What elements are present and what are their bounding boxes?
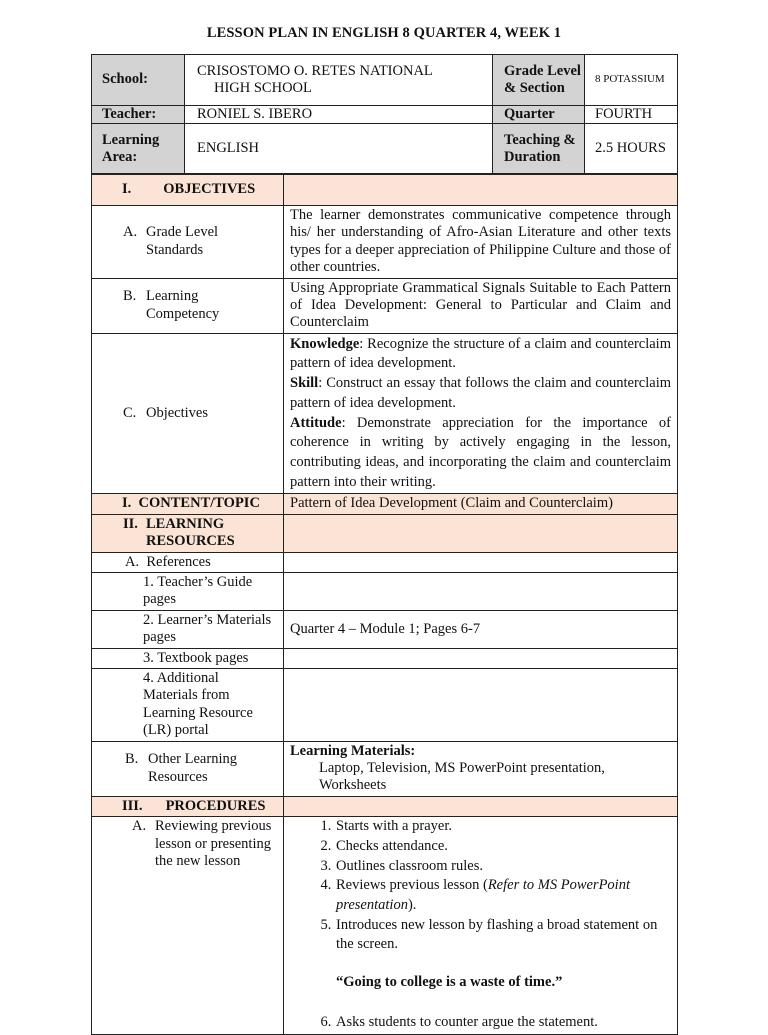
duration-label: Teaching & Duration [493,124,585,174]
teachers-guide-blank [284,573,678,611]
quarter-value: FOURTH [585,106,678,124]
content-value: Pattern of Idea Development (Claim and Counterclaim) [284,494,678,514]
skill-text: : Construct an essay that follows the claim and counterclaim pattern of idea development. [290,375,671,411]
grade-standards-text: The learner demonstrates communicative competence through his/ her understanding of Afro-Asian Literature and other texts types for a deeper appreciation of Philippine Culture and those of other countries. [284,206,678,279]
other-resources-mark: B. [125,751,139,768]
learners-materials-row [92,610,678,648]
attitude-text: : Demonstrate appreciation for the importance of coherence in writing by actively engaging in the lesson, contributing ideas, and incorporating the claim and counterclaim pattern into their writing. [290,414,671,490]
resources-heading-blank [284,514,678,552]
references-label-text: References [146,553,211,570]
procedure-steps [284,817,678,1034]
references-mark: A. [125,553,140,570]
resources-heading [92,514,284,552]
step-4-italic: Refer to MS PowerPoint presentation [336,877,630,913]
step-1: 1. Starts with a prayer. [335,817,671,837]
objectives-heading-text: OBJECTIVES [163,181,256,198]
procedures-heading-blank [284,796,678,816]
competency-label [92,278,284,333]
step-5-text: 5. Introduces new lesson by flashing a broad statement on the screen. [336,916,658,953]
document-title: LESSON PLAN IN ENGLISH 8 QUARTER 4, WEEK 1 [206,25,562,41]
objectives-heading-row [92,175,678,206]
learners-materials-label: 2. Learner’s Materials pages [92,610,284,648]
objectives-heading-blank [284,175,678,206]
step-2: 2. Checks attendance. [335,837,671,857]
school-label: School: [92,55,185,106]
header-info-table [91,54,678,174]
additional-materials-label: 4. Additional Materials from Learning Resource (LR) portal [92,669,284,742]
knowledge-label: Knowledge [290,335,360,352]
learners-materials-value: Quarter 4 – Module 1; Pages 6-7 [284,610,678,648]
skill-label: Skill [290,375,319,392]
procedures-label-text: PROCEDURES [165,797,266,814]
content-row [92,494,678,514]
learning-materials-heading: Learning Materials: [290,742,416,759]
learning-materials-text: Laptop, Television, MS PowerPoint presentation, Worksheets [319,759,605,794]
objectives-label [92,333,284,494]
attitude-objective [290,414,671,493]
competency-label-text: Learning Competency [146,288,220,322]
review-label [92,817,284,1034]
competency-row [92,278,678,333]
objectives-row [92,333,678,494]
grade-section-label: Grade Level & Section [493,55,585,106]
grade-standards-row [92,206,678,279]
procedure-steps-list [290,817,671,1032]
textbook-label: 3. Textbook pages [92,648,284,668]
resources-label-text: LEARNING RESOURCES [146,515,235,550]
grade-section-value: 8 POTASSIUM [585,55,678,106]
objectives-mark: C. [123,404,137,421]
procedures-num: III. [122,797,143,814]
review-label-text: Reviewing previous lesson or presenting the new lesson [155,818,272,869]
additional-materials-blank [284,669,678,742]
teachers-guide-label: 1. Teacher’s Guide pages [92,573,284,611]
resources-num: II. [123,515,138,532]
objectives-num: I. [122,181,132,198]
other-resources-value [284,741,678,796]
knowledge-objective [290,335,671,374]
competency-text: Using Appropriate Grammatical Signals Suitable to Each Pattern of Idea Development: General to Particular and Claim and Counterclaim [284,278,678,333]
step-3: 3. Outlines classroom rules. [335,857,671,877]
references-blank [284,552,678,572]
resources-heading-row [92,514,678,552]
learning-area-value: ENGLISH [185,124,493,174]
teachers-guide-row [92,573,678,611]
school-value-line1: CRISOSTOMO O. RETES NATIONAL [197,62,433,79]
skill-objective [290,374,671,413]
knowledge-text: : Recognize the structure of a claim and counterclaim pattern of idea development. [290,335,671,372]
grade-standards-label-text: Grade Level Standards [146,224,219,258]
step-4-end: ). [407,897,417,913]
teacher-label: Teacher: [92,106,185,124]
statement-quote: “Going to college is a waste of time.” [336,974,563,991]
teacher-value: RONIEL S. IBERO [185,106,493,124]
step-5 [335,916,671,1013]
competency-mark: B. [123,288,137,305]
step-6: 6. Asks students to counter argue the statement. [335,1013,671,1033]
content-label-text: CONTENT/TOPIC [138,495,260,512]
step-4 [335,876,671,915]
review-row [92,817,678,1034]
objectives-heading [92,175,284,206]
procedures-heading-row [92,796,678,816]
school-value-line2: HIGH SCHOOL [214,80,312,96]
textbook-blank [284,648,678,668]
quarter-label: Quarter [493,106,585,124]
other-resources-label-text: Other Learning Resources [148,751,237,785]
other-resources-label [92,741,284,796]
other-resources-row [92,741,678,796]
objectives-text [284,333,678,494]
lesson-plan-table [91,174,678,1035]
duration-value: 2.5 HOURS [585,124,678,174]
learning-area-label: Learning Area: [92,124,185,174]
grade-standards-label [92,206,284,279]
content-label [92,494,284,514]
objectives-label-text: Objectives [146,404,209,421]
textbook-row [92,648,678,668]
content-num: I. [122,495,132,512]
review-mark: A. [132,818,147,835]
additional-materials-row [92,669,678,742]
attitude-label: Attitude [290,414,342,431]
grade-standards-mark: A. [123,224,138,241]
references-label [92,552,284,572]
procedures-heading [92,796,284,816]
step-4-text: Reviews previous lesson ( [336,877,488,894]
references-row [92,552,678,572]
school-value [185,55,493,106]
